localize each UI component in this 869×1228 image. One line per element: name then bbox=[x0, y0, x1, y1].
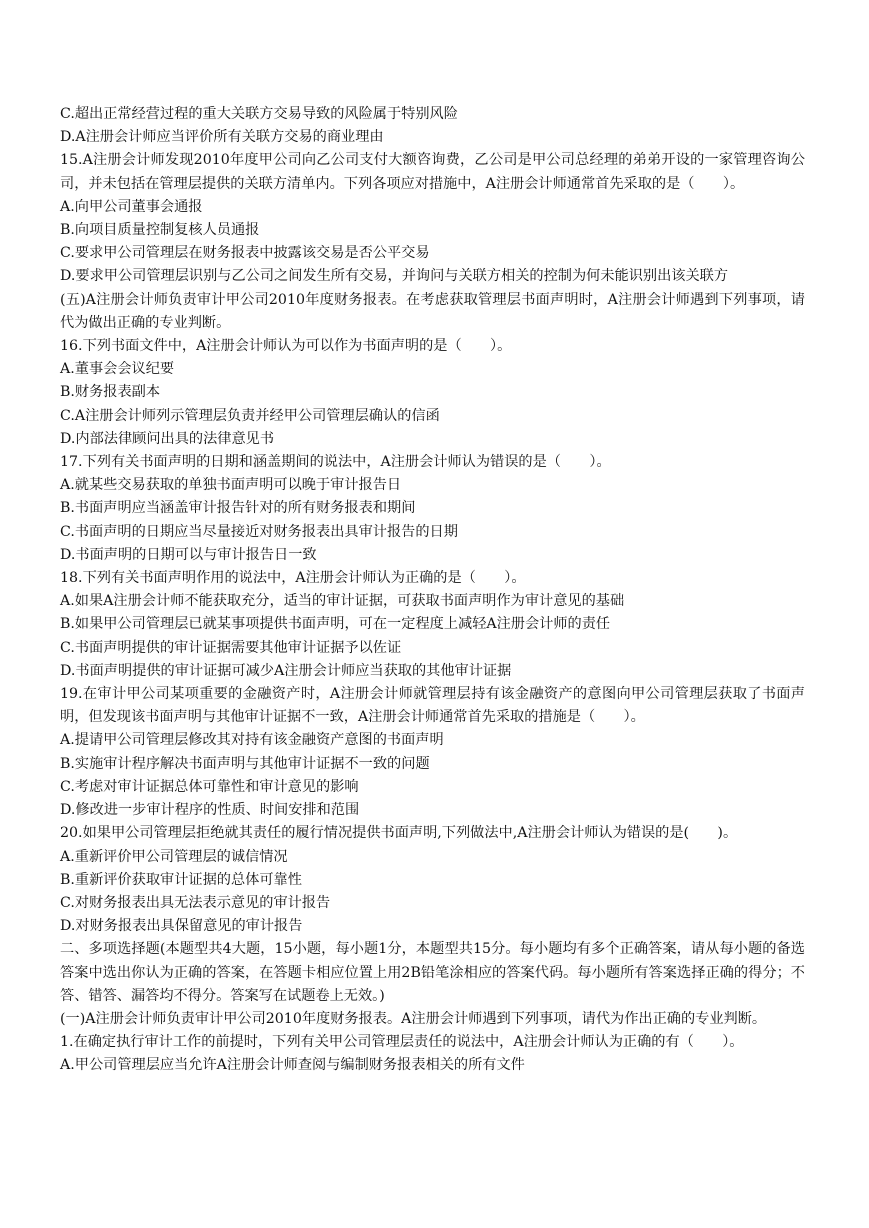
section-2-heading: 二、多项选择题(本题型共4大题，15小题，每小题1分，本题型共15分。每小题均有多个正确答案，请从每小题的备选答案中选出你认为正确的答案，在答题卡相应位置上用2B铅笔涂相应的答案代码。每小题所有答案选择正确的得分；不答、错答、漏答均不得分。答案写在试题卷上无效。) bbox=[60, 941, 805, 1004]
option-15d: D.要求甲公司管理层识别与乙公司之间发生所有交易，并询问与关联方相关的控制为何未能识别出该关联方 bbox=[60, 268, 729, 285]
option-16d: D.内部法律顾问出具的法律意见书 bbox=[60, 430, 275, 447]
option-15a: A.向甲公司董事会通报 bbox=[60, 198, 203, 215]
option-19d: D.修改进一步审计程序的性质、时间安排和范围 bbox=[60, 802, 360, 819]
question-15: 15.A注册会计师发现2010年度甲公司向乙公司支付大额咨询费，乙公司是甲公司总经理的弟弟开设的一家管理咨询公司，并未包括在管理层提供的关联方清单内。下列各项应对措施中，A注册会计师通常首先采取的是（ ）。 bbox=[60, 152, 805, 192]
option-14c: C.超出正常经营过程的重大关联方交易导致的风险属于特别风险 bbox=[60, 106, 458, 122]
option-19c: C.考虑对审计证据总体可靠性和审计意见的影响 bbox=[60, 778, 359, 795]
option-20a: A.重新评价甲公司管理层的诚信情况 bbox=[60, 848, 288, 865]
option-20d: D.对财务报表出具保留意见的审计报告 bbox=[60, 918, 303, 935]
option-17d: D.书面声明的日期可以与审计报告日一致 bbox=[60, 546, 317, 563]
option-16a: A.董事会会议纪要 bbox=[60, 361, 175, 378]
option-20b: B.重新评价获取审计证据的总体可靠性 bbox=[60, 871, 302, 888]
question-20: 20.如果甲公司管理层拒绝就其责任的履行情况提供书面声明,下列做法中,A注册会计师认为错误的是( )。 bbox=[60, 825, 738, 842]
question-18: 18.下列有关书面声明作用的说法中，A注册会计师认为正确的是（ ）。 bbox=[60, 570, 526, 587]
option-17b: B.书面声明应当涵盖审计报告针对的所有财务报表和期间 bbox=[60, 500, 416, 517]
option-18b: B.如果甲公司管理层已就某事项提供书面声明，可在一定程度上减轻A注册会计师的责任 bbox=[60, 616, 611, 633]
option-19a: A.提请甲公司管理层修改其对持有该金融资产意图的书面声明 bbox=[60, 732, 444, 749]
option-18a: A.如果A注册会计师不能获取充分，适当的审计证据，可获取书面声明作为审计意见的基础 bbox=[60, 593, 625, 610]
option-multi-1a: A.甲公司管理层应当允许A注册会计师查阅与编制财务报表相关的所有文件 bbox=[60, 1057, 525, 1074]
option-18c: C.书面声明提供的审计证据需要其他审计证据予以佐证 bbox=[60, 639, 402, 656]
subsection-1-intro: (一)A注册会计师负责审计甲公司2010年度财务报表。A注册会计师遇到下列事项，请代为作出正确的专业判断。 bbox=[60, 1010, 767, 1027]
option-16b: B.财务报表副本 bbox=[60, 384, 161, 401]
option-17a: A.就某些交易获取的单独书面声明可以晚于审计报告日 bbox=[60, 477, 402, 494]
section-5-intro: (五)A注册会计师负责审计甲公司2010年度财务报表。在考虑获取管理层书面声明时，A注册会计师遇到下列事项，请代为做出正确的专业判断。 bbox=[60, 291, 805, 331]
option-15c: C.要求甲公司管理层在财务报表中披露该交易是否公平交易 bbox=[60, 245, 430, 262]
option-16c: C.A注册会计师列示管理层负责并经甲公司管理层确认的信函 bbox=[60, 407, 440, 424]
question-multi-1: 1.在确定执行审计工作的前提时，下列有关甲公司管理层责任的说法中，A注册会计师认为正确的有（ ）。 bbox=[60, 1034, 744, 1051]
question-17: 17.下列有关书面声明的日期和涵盖期间的说法中，A注册会计师认为错误的是（ ）。 bbox=[60, 454, 611, 471]
option-17c: C.书面声明的日期应当尽量接近对财务报表出具审计报告的日期 bbox=[60, 523, 458, 540]
option-14d: D.A注册会计师应当评价所有关联方交易的商业理由 bbox=[60, 129, 384, 146]
question-16: 16.下列书面文件中，A注册会计师认为可以作为书面声明的是（ ）。 bbox=[60, 338, 512, 355]
option-19b: B.实施审计程序解决书面声明与其他审计证据不一致的问题 bbox=[60, 755, 430, 772]
option-20c: C.对财务报表出具无法表示意见的审计报告 bbox=[60, 894, 331, 911]
question-19: 19.在审计甲公司某项重要的金融资产时，A注册会计师就管理层持有该金融资产的意图向甲公司管理层获取了书面声明，但发现该书面声明与其他审计证据不一致，A注册会计师通常首先采取的措施是（ ）。 bbox=[60, 686, 805, 726]
option-15b: B.向项目质量控制复核人员通报 bbox=[60, 222, 260, 239]
exam-page bbox=[60, 103, 805, 1078]
option-18d: D.书面声明提供的审计证据可减少A注册会计师应当获取的其他审计证据 bbox=[60, 662, 512, 679]
